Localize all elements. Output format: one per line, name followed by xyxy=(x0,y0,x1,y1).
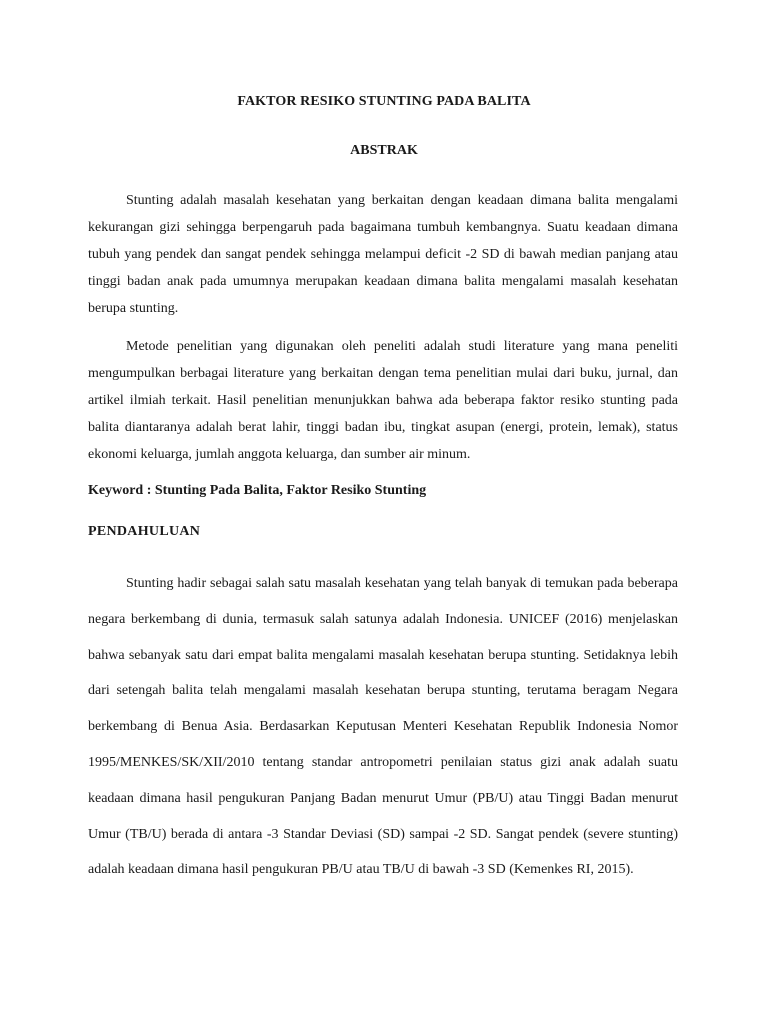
abstract-heading: ABSTRAK xyxy=(350,143,418,158)
body-paragraph: Stunting hadir sebagai salah satu masalah kesehatan yang telah banyak di temukan pada beberapa negara berkembang di dunia, termasuk salah satunya adalah Indonesia. UNICEF (2016) menjelaskan bahwa sebanyak satu dari empat balita mengalami masalah kesehatan berupa stunting. Setidaknya lebih dari setengah balita telah mengalami masalah kesehatan berupa stunting, terutama beragam Negara berkembang di Benua Asia. Berdasarkan Keputusan Menteri Kesehatan Republik Indonesia Nomor 1995/MENKES/SK/XII/2010 tentang standar antropometri penilaian status gizi anak adalah suatu keadaan dimana hasil pengukuran Panjang Badan menurut Umur (PB/U) atau Tinggi Badan menurut Umur (TB/U) berada di antara -3 Standar Deviasi (SD) sampai -2 SD. Sangat pendek (severe stunting) adalah keadaan dimana hasil pengukuran PB/U atau TB/U di bawah -3 SD (Kemenkes RI, 2015). xyxy=(88,576,678,878)
abstract-paragraph: Metode penelitian yang digunakan oleh peneliti adalah studi literature yang mana peneliti mengumpulkan berbagai literature yang berkaitan dengan tema penelitian mulai dari buku, jurnal, dan artikel ilmiah terkait. Hasil penelitian menunjukkan bahwa ada beberapa faktor resiko stunting pada balita diantaranya adalah berat lahir, tinggi badan ibu, tingkat asupan (energi, protein, lemak), status ekonomi keluarga, jumlah anggota keluarga, dan sumber air minum. xyxy=(88,339,678,462)
abstract-paragraph: Stunting adalah masalah kesehatan yang berkaitan dengan keadaan dimana balita mengalami kekurangan gizi sehingga berpengaruh pada bagaimana tumbuh kembangnya. Suatu keadaan dimana tubuh yang pendek dan sangat pendek sehingga melampui deficit -2 SD di bawah median panjang atau tinggi badan anak pada umumnya merupakan keadaan dimana balita mengalami masalah kesehatan berupa stunting. xyxy=(88,193,678,316)
keyword-line: Keyword : Stunting Pada Balita, Faktor Resiko Stunting xyxy=(88,483,427,498)
body-text-block xyxy=(88,566,678,888)
abstract-paragraph-2-block xyxy=(88,333,678,468)
abstract-paragraph-1-block xyxy=(88,187,678,322)
section-heading-pendahuluan: PENDAHULUAN xyxy=(88,524,201,539)
document-title: FAKTOR RESIKO STUNTING PADA BALITA xyxy=(237,94,531,109)
